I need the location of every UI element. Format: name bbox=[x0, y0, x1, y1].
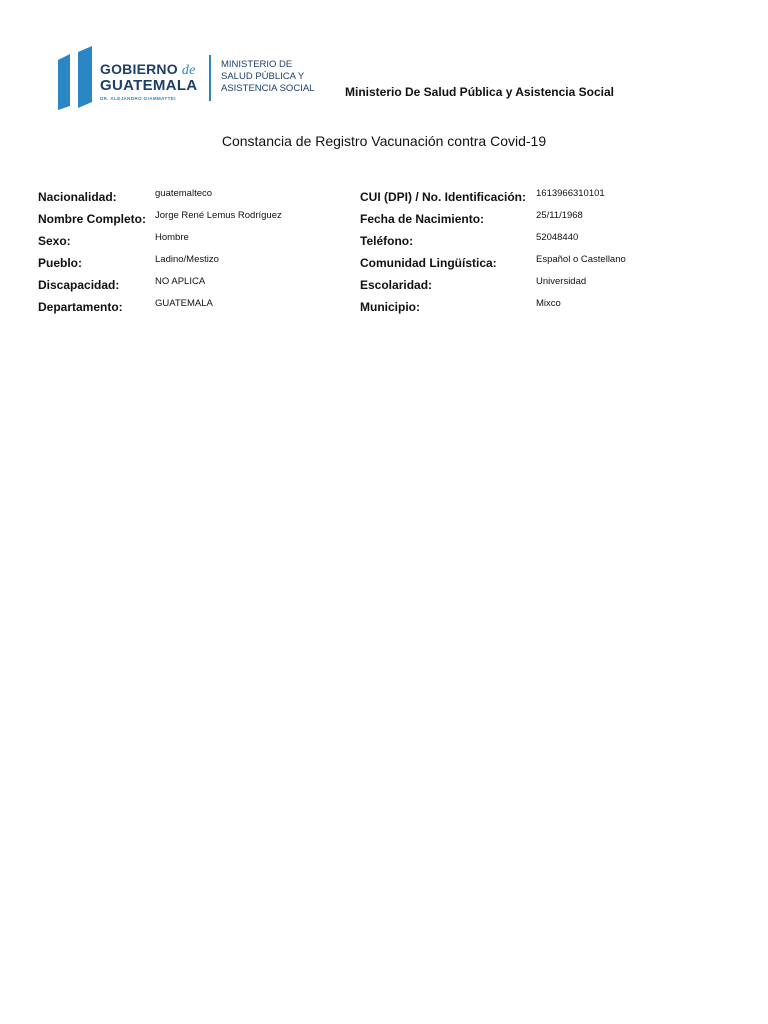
field-value: 1613966310101 bbox=[536, 188, 605, 199]
field-value: guatemalteco bbox=[155, 188, 213, 199]
field-label: Pueblo: bbox=[38, 256, 82, 270]
government-logo-text bbox=[100, 62, 200, 101]
field-label: Comunidad Lingüística: bbox=[360, 256, 497, 270]
page-header bbox=[0, 0, 768, 120]
field-label: Discapacidad: bbox=[38, 278, 120, 292]
ministry-logo-text bbox=[221, 59, 314, 95]
field-row-departamento bbox=[0, 298, 768, 320]
field-label: Departamento: bbox=[38, 300, 123, 314]
field-label: Sexo: bbox=[38, 234, 71, 248]
gov-logo-line1: GOBIERNO de bbox=[100, 61, 196, 78]
field-label: Escolaridad: bbox=[360, 278, 433, 292]
field-label: Nombre Completo: bbox=[38, 212, 146, 226]
field-label: Municipio: bbox=[360, 300, 420, 314]
field-row-nacionalidad bbox=[0, 188, 768, 210]
field-value: Español o Castellano bbox=[536, 254, 626, 265]
logo-divider bbox=[209, 55, 211, 101]
field-value: Ladino/Mestizo bbox=[155, 254, 219, 265]
field-label: Nacionalidad: bbox=[38, 190, 117, 204]
field-value: 25/11/1968 bbox=[536, 210, 583, 221]
ministry-logo-line3: ASISTENCIA SOCIAL bbox=[221, 83, 315, 94]
ministry-logo-line2: SALUD PÚBLICA Y bbox=[221, 71, 305, 82]
field-row-pueblo bbox=[0, 254, 768, 276]
field-value: GUATEMALA bbox=[155, 298, 213, 309]
ministry-logo-line1: MINISTERIO DE bbox=[221, 59, 293, 70]
field-value: NO APLICA bbox=[155, 276, 206, 287]
document-title: Constancia de Registro Vacunación contra Covid-19 bbox=[221, 133, 547, 149]
field-value: Mixco bbox=[536, 298, 561, 309]
field-row-nombre bbox=[0, 210, 768, 232]
gov-logo-line3: DR. ALEJANDRO GIAMMATTEI bbox=[100, 96, 176, 101]
gov-logo-line2: GUATEMALA bbox=[100, 77, 198, 94]
registration-fields bbox=[0, 188, 768, 320]
field-row-sexo bbox=[0, 232, 768, 254]
ministry-title: Ministerio De Salud Pública y Asistencia Social bbox=[345, 85, 614, 99]
field-label: CUI (DPI) / No. Identificación: bbox=[360, 190, 527, 204]
field-value: 52048440 bbox=[536, 232, 579, 243]
guatemala-flag-bars-logo bbox=[58, 46, 94, 110]
field-value: Jorge René Lemus Rodríguez bbox=[155, 210, 282, 221]
field-row-discapacidad bbox=[0, 276, 768, 298]
field-label: Fecha de Nacimiento: bbox=[360, 212, 485, 226]
field-label: Teléfono: bbox=[360, 234, 414, 248]
field-value: Hombre bbox=[155, 232, 189, 243]
field-value: Universidad bbox=[536, 276, 587, 287]
